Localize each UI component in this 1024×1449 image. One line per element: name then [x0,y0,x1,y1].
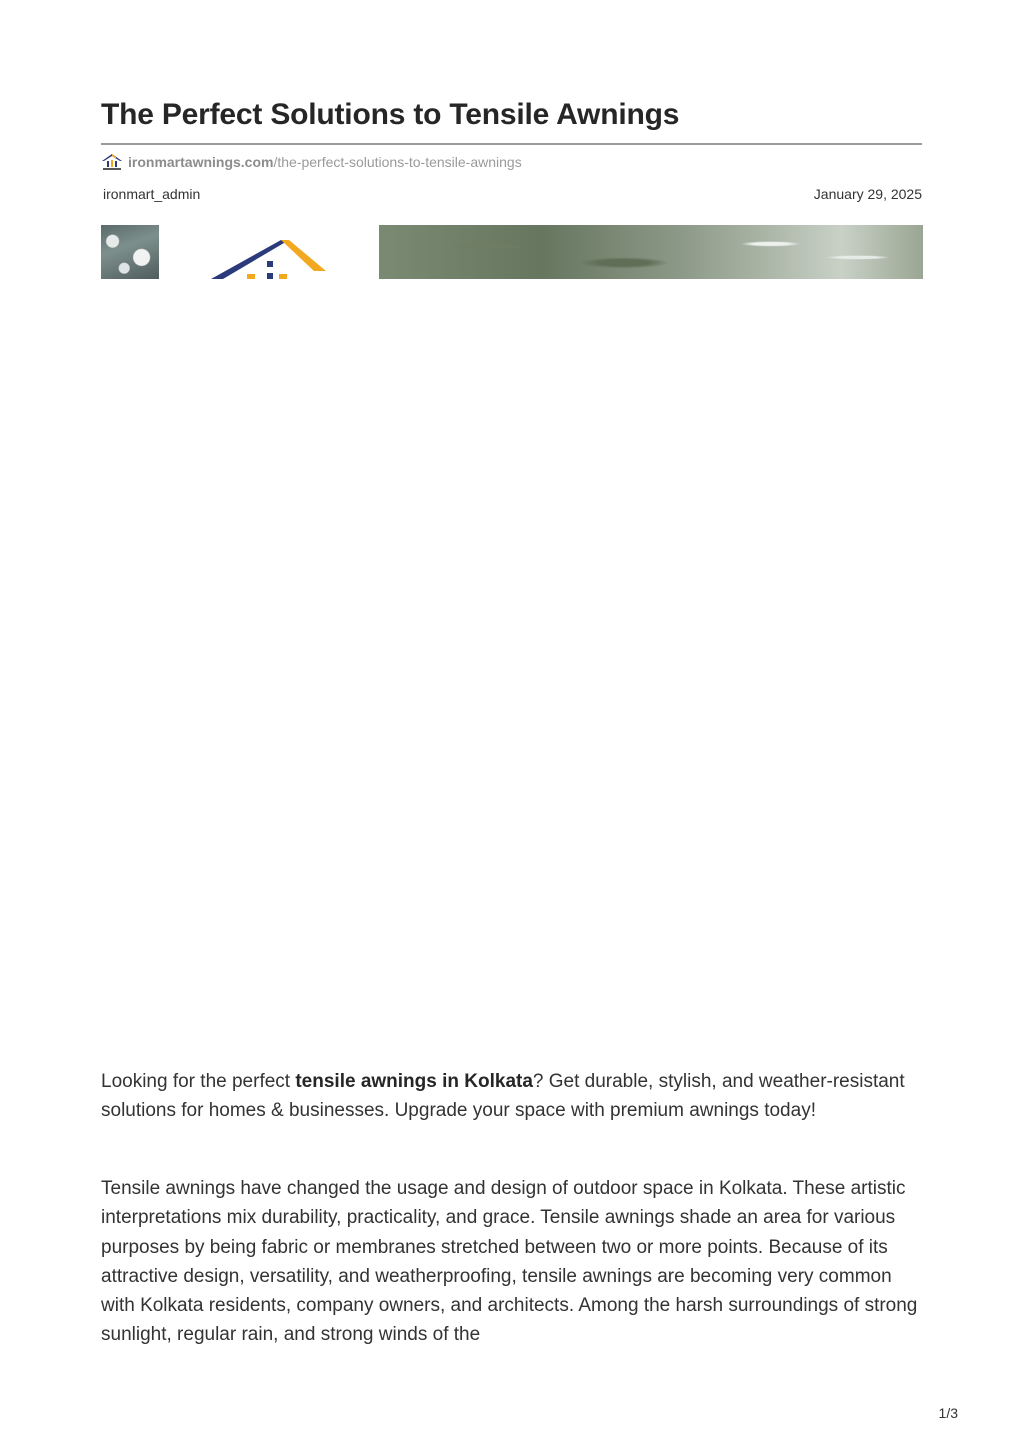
ironmart-roof-logo-icon [211,237,331,279]
source-link[interactable] [101,152,522,172]
intro-text-end: ? Get durable, stylish, and weather-resistant solutions for homes & businesses. Upgrade your space with premium awnings today! [101,1071,905,1122]
page-number: 1/3 [938,1405,958,1421]
house-logo-icon [101,152,123,172]
intro-text-start: Looking for the perfect [101,1071,296,1092]
author-name: ironmart_admin [103,186,201,202]
source-domain[interactable]: ironmartawnings.com [128,154,274,170]
publish-date: January 29, 2025 [813,186,922,202]
title-divider [101,143,922,145]
intro-paragraph [101,1067,923,1126]
hero-image [101,225,923,279]
source-path[interactable]: /the-perfect-solutions-to-tensile-awnings [273,154,522,170]
body-paragraph: Tensile awnings have changed the usage and design of outdoor space in Kolkata. These artistic interpretations mix durability, practicality, and grace. Tensile awnings shade an area for various purposes by being fabric or membranes stretched between two or more points. Because of its attractive design, versatility, and weatherproofing, tensile awnings are becoming very common with Kolkata residents, company owners, and architects. Among the harsh surroundings of strong sunlight, regular rain, and strong winds of the [101,1178,918,1346]
hero-photo-right [379,225,923,279]
page-title: The Perfect Solutions to Tensile Awnings [101,98,680,131]
keyword-tensile-awnings-kolkata: tensile awnings in Kolkata [295,1071,533,1092]
hero-photo-left [101,225,159,279]
